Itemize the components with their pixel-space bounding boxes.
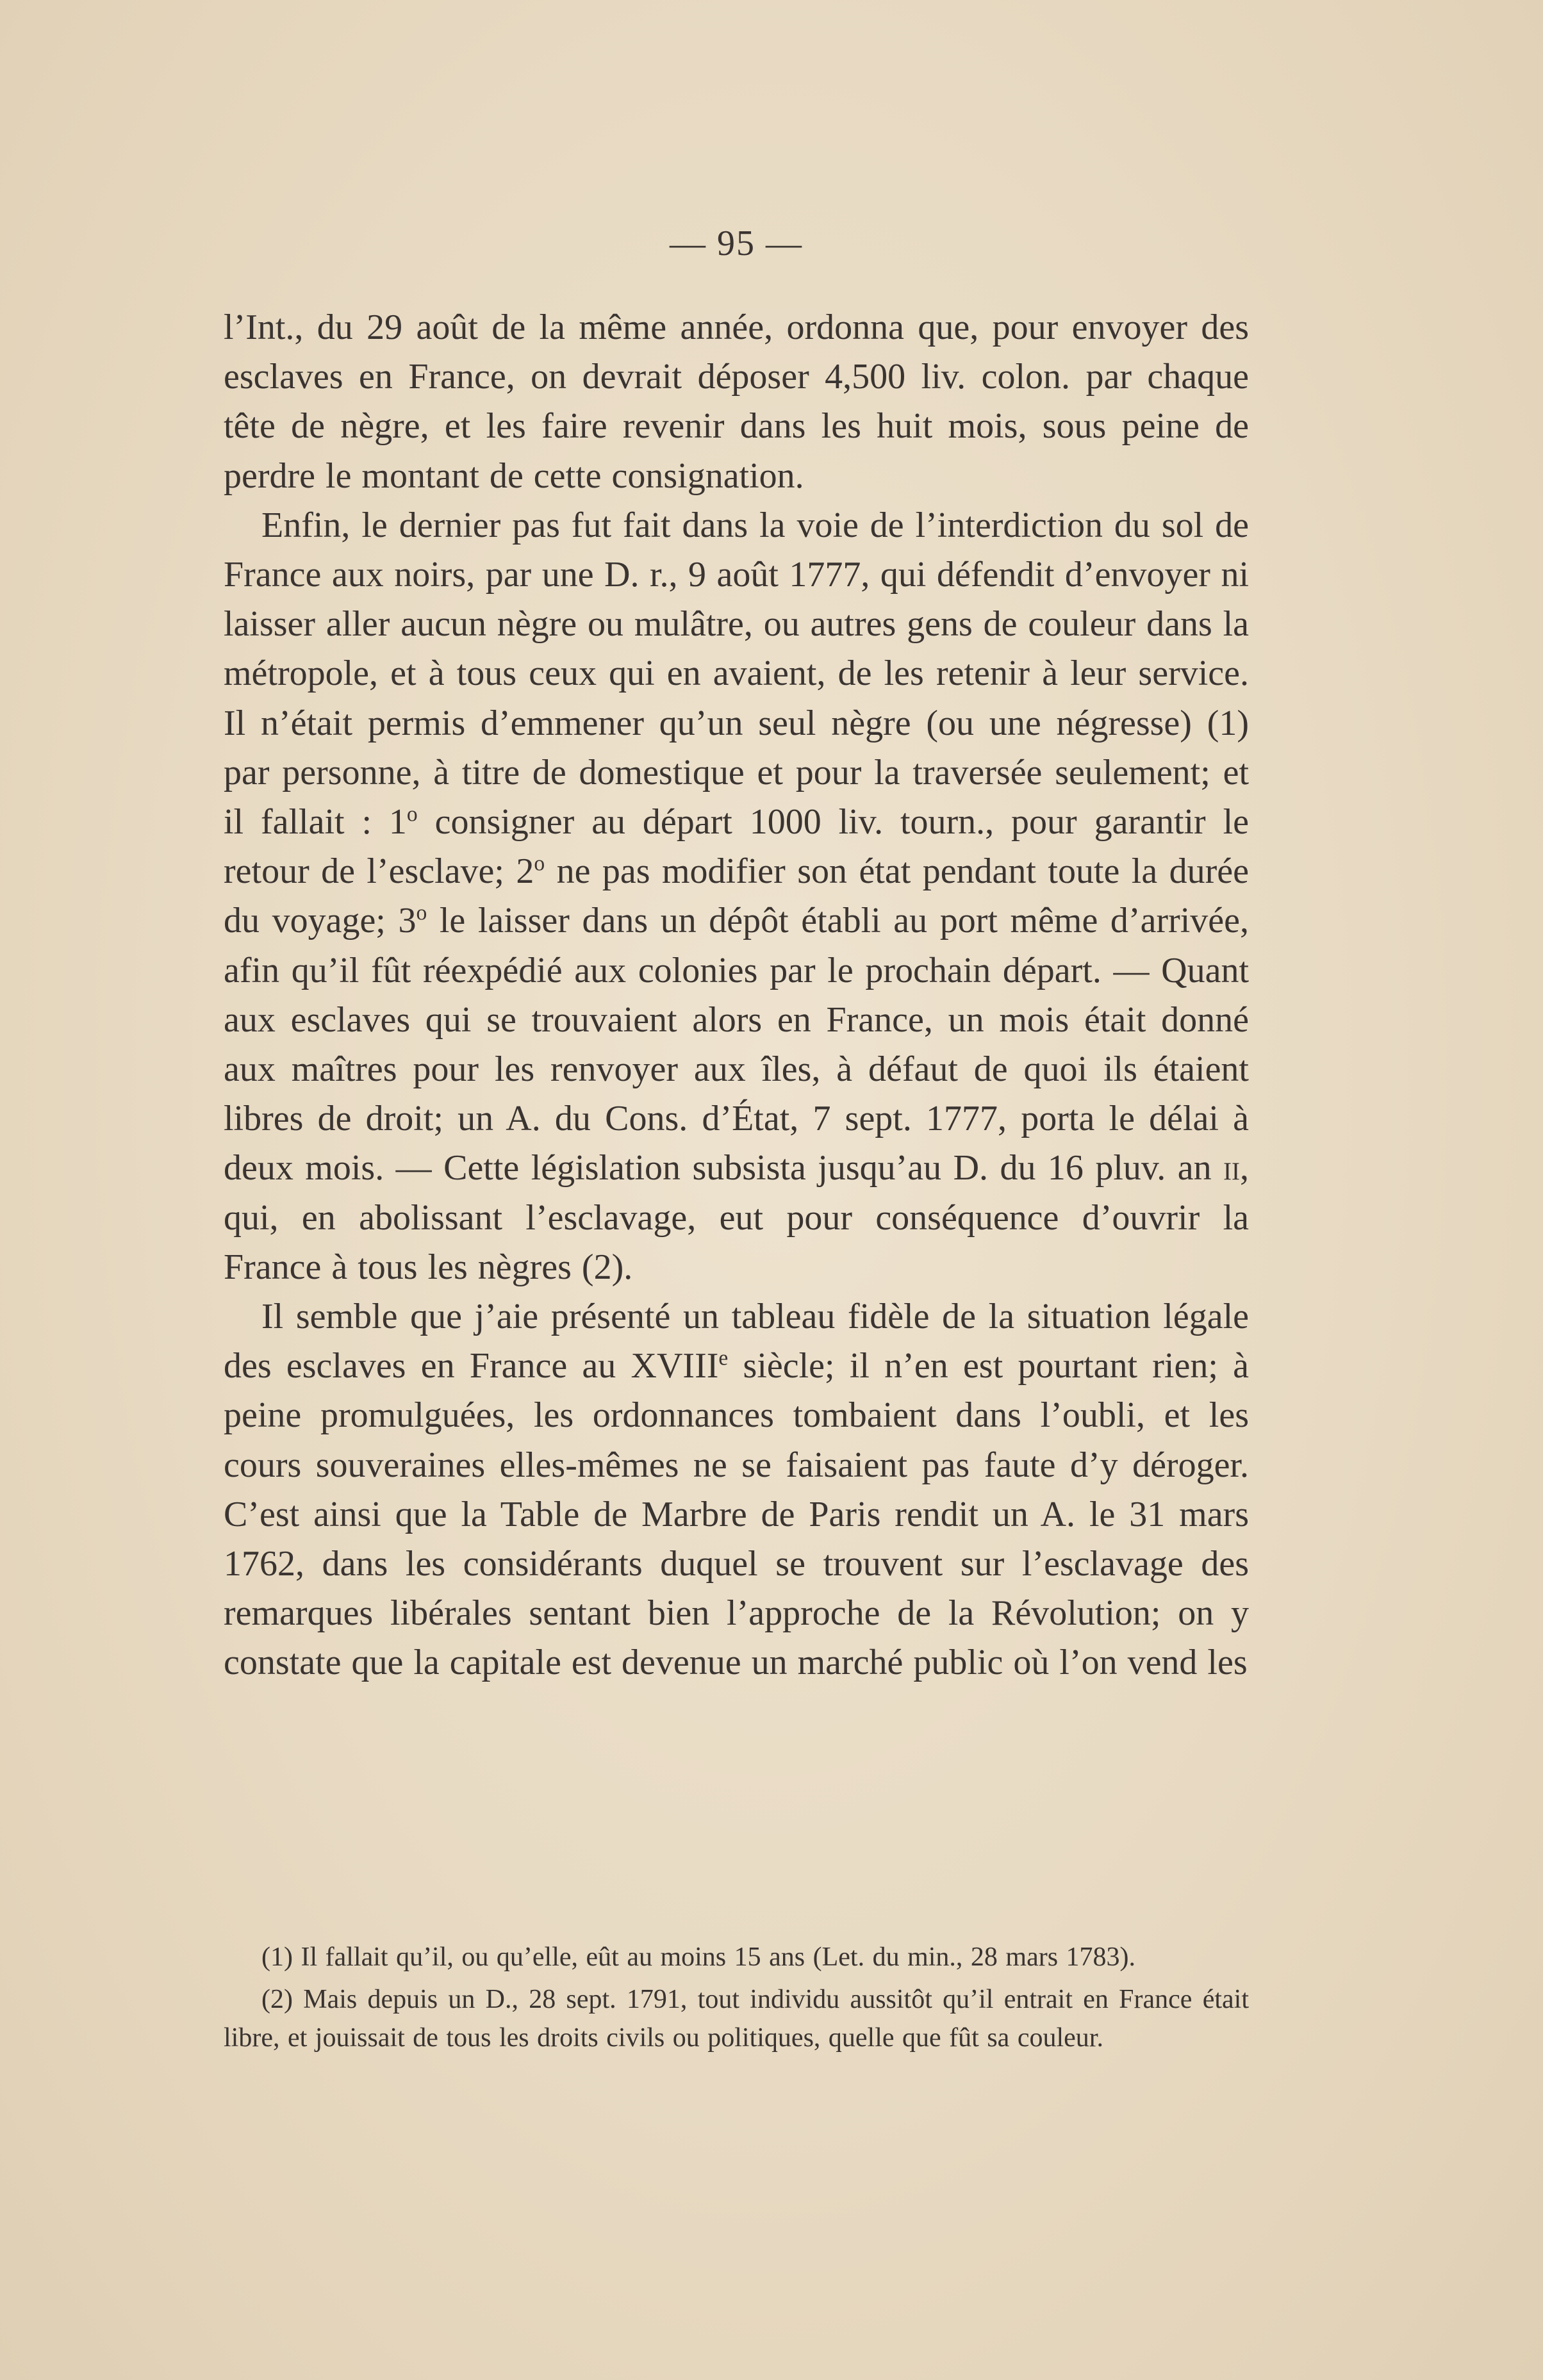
ordinal-superscript: o [534, 851, 545, 876]
century-superscript: e [718, 1346, 729, 1370]
text-run: l’Int., du 29 août de la même année, ordonna que, pour envoyer des esclaves en France, on devrait déposer 4,500 liv. colon. par chaque tête de nègre, et les faire revenir dans les huit mois, sous peine de perdre le montant de cette consignation. [224, 308, 1249, 496]
text-run: siècle; il n’en est pourtant rien; à peine promulguées, les ordonnances tombaient dans l’oubli, et les cours souveraines elles-mêmes ne se faisaient pas faute d’y déroger. C’est ainsi que la Table de Marbre de Paris rendit un A. le 31 mars 1762, dans les considérants duquel se trouvent sur l’esclavage des remarques libérales sentant bien l’approche de la Révolution; on y constate que la capitale est devenue un marché public où l’on vend les [224, 1346, 1249, 1683]
ordinal-superscript: o [416, 901, 427, 925]
paragraph [224, 303, 1249, 501]
footnotes [224, 1938, 1249, 2061]
paragraph [224, 501, 1249, 1292]
paragraph [224, 1292, 1249, 1688]
text-run: ne pas modifier son état pendant toute la durée du voyage; 3 [224, 851, 1249, 941]
text-run: , qui, en abolissant l’esclavage, eut pour conséquence d’ouvrir la France à tous les nègres (2). [224, 1148, 1249, 1287]
text-run: Il semble que j’aie présenté un tableau fidèle de la situation légale des esclaves en France au XVIII [224, 1297, 1249, 1386]
roman-numeral: ii [1223, 1148, 1240, 1188]
body-text [224, 303, 1249, 1688]
ordinal-superscript: o [406, 802, 418, 826]
footnote: (2) Mais depuis un D., 28 sept. 1791, tout individu aussitôt qu’il entrait en France était libre, et jouissait de tous les droits civils ou politiques, quelle que fût sa couleur. [224, 1985, 1249, 2053]
text-run: le laisser dans un dépôt établi au port même d’arrivée, afin qu’il fût réexpédié aux colonies par le prochain départ. — Quant aux esclaves qui se trouvaient alors en France, un mois était donné aux maîtres pour les renvoyer aux îles, à défaut de quoi ils étaient libres de droit; un A. du Cons. d’État, 7 sept. 1777, porta le délai à deux mois. — Cette législation subsista jusqu’au D. du 16 pluv. an [224, 901, 1249, 1188]
page-number: — 95 — [670, 224, 803, 263]
text-run: consigner au départ 1000 liv. tourn., pour garantir le retour de l’esclave; 2 [224, 802, 1249, 892]
page-content [224, 221, 1249, 1688]
text-run: Enfin, le dernier pas fut fait dans la voie de l’interdiction du sol de France aux noirs, par une D. r., 9 août 1777, qui défendit d’envoyer ni laisser aller aucun nègre ou mulâtre, ou autres gens de couleur dans la métropole, et à tous ceux qui en avaient, de les retenir à leur service. Il n’était permis d’emmener qu’un seul nègre (ou une négresse) (1) par personne, à titre de domestique et pour la traversée seulement; et il fallait : 1 [224, 505, 1249, 842]
footnote: (1) Il fallait qu’il, ou qu’elle, eût au moins 15 ans (Let. du min., 28 mars 1783). [261, 1942, 1136, 1972]
